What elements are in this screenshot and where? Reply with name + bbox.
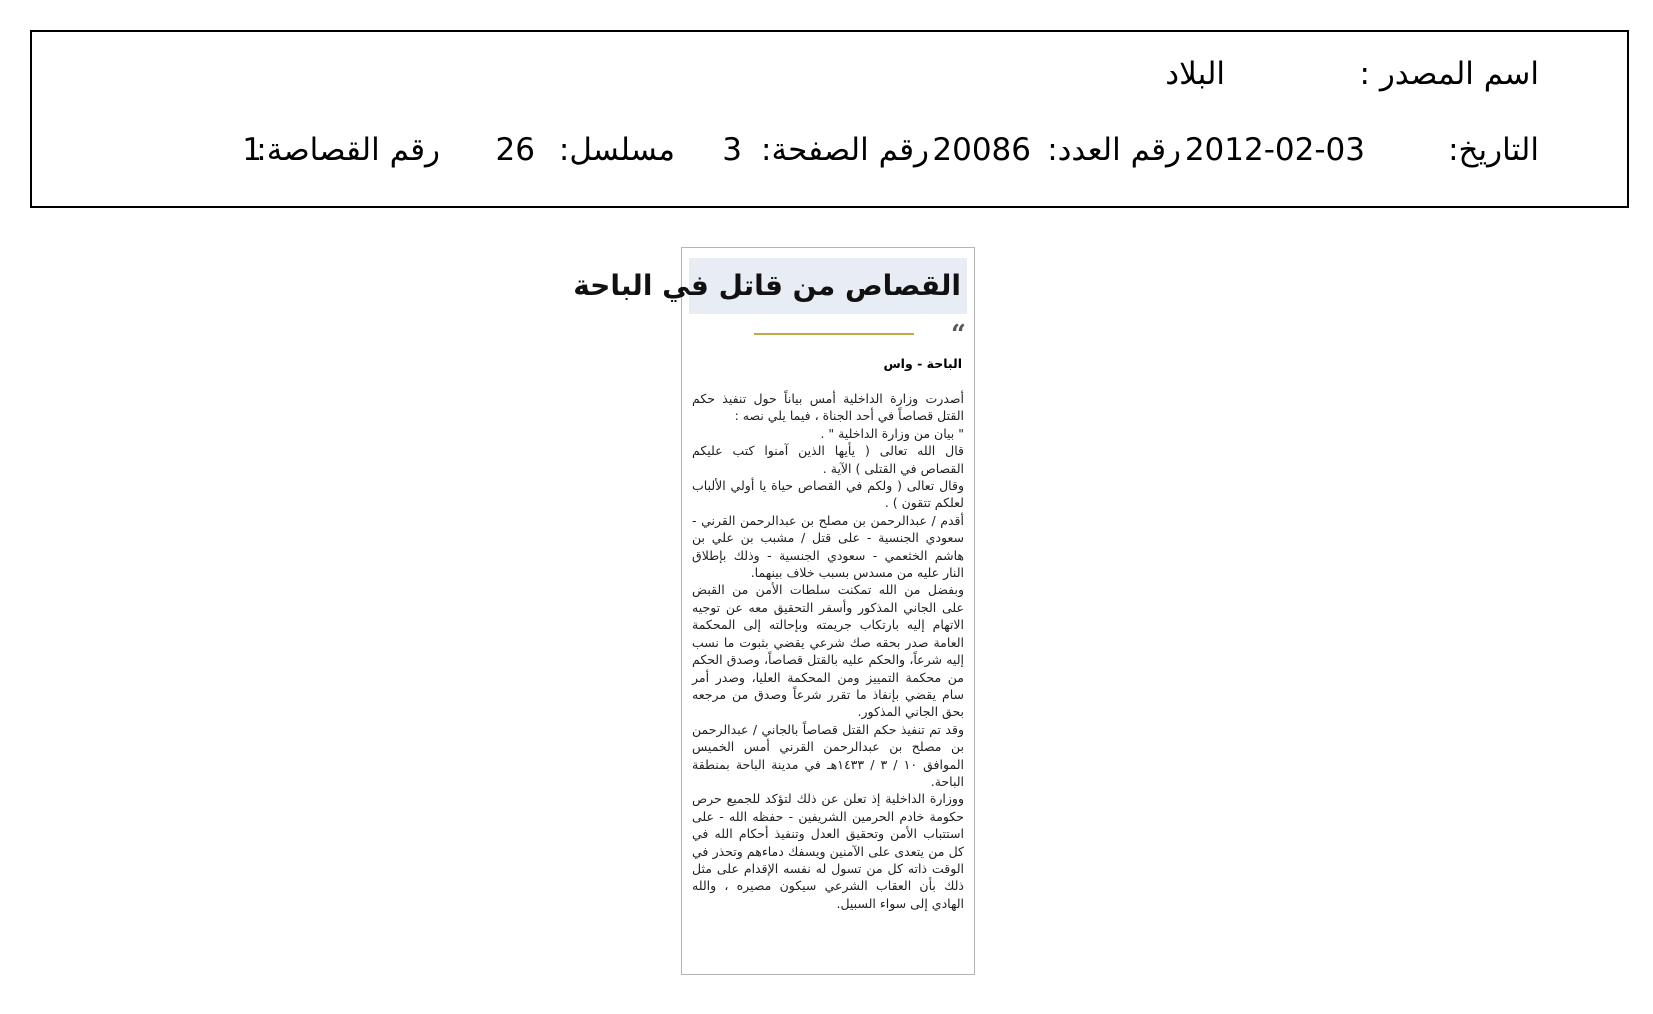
article-headline: القصاص من قاتل في الباحة [573,269,961,302]
article-paragraph: وقد تم تنفيذ حكم القتل قصاصاً بالجاني / عبدالرحمن بن مصلح بن عبدالرحمن القرني أمس الخميس الموافق ١٠ / ٣ / ١٤٣٣هـ في مدينة الباحة بمنطقة الباحة. [692,721,964,789]
quote-mark-icon: “ [951,320,966,350]
serial-value: 26 [495,132,535,168]
article-paragraph: وبفضل من الله تمكنت سلطات الأمن من القبض على الجاني المذكور وأسفر التحقيق معه عن توجيه الاتهام إليه بارتكاب جريمته وبإحالته إلى المحكمة العامة صدر بحقه صك شرعي يقضي بثبوت ما نسب إليه شرعاً، والحكم عليه بالقتل قصاصاً، وصدق الحكم من محكمة التمييز ومن المحكمة العليا، وصدر أمر سام يقضي بإنفاذ ما تقرر شرعاً وصدق من مرجعه بحق الجاني المذكور. [692,582,964,720]
article-dateline: الباحة - واس [883,356,962,371]
page-value: 3 [722,132,742,168]
source-info-box [30,30,1629,208]
article-paragraph: وقال تعالى ( ولكم في القصاص حياة يا أولي الألباب لعلكم تتقون ) . [692,478,964,511]
date-value: 2012-02-03 [1184,132,1365,168]
article-paragraph: أقدم / عبدالرحمن بن مصلح بن عبدالرحمن القرني - سعودي الجنسية - على قتل / مشبب بن علي بن هاشم الخثعمي - سعودي الجنسية - وذلك بإطلاق النار عليه من مسدس بسبب خلاف بينهما. [692,512,964,581]
clipping-number-label: رقم القصاصة: [256,132,440,168]
headline-banner [573,258,967,314]
clipping-number-value: 1 [242,132,262,168]
article-paragraph: أصدرت وزارة الداخلية أمس بياناً حول تنفيذ حكم القتل قصاصاً في أحد الجناة ، فيما يلي نصه : [692,391,964,424]
newspaper-clipping [573,247,975,975]
page-label: رقم الصفحة: [761,132,929,168]
article-paragraph: قال الله تعالى ( يأيها الذين آمنوا كتب عليكم القصاص في القتلى ) الآية . [692,443,964,476]
serial-label: مسلسل: [558,132,675,168]
article-paragraph: " بيان من وزارة الداخلية " . [820,425,964,441]
date-label: التاريخ: [1448,132,1539,168]
source-label: اسم المصدر : [1359,56,1539,92]
source-value: البلاد [1165,56,1225,92]
article-paragraph: ووزارة الداخلية إذ تعلن عن ذلك لتؤكد للجميع حرص حكومة خادم الحرمين الشريفين - حفظه الله - على استتباب الأمن وتحقيق العدل وتنفيذ أحكام الله في كل من يتعدى على الآمنين ويسفك دماءهم وتحذر في الوقت ذاته كل من تسول له نفسه الإقدام على مثل ذلك بأن العقاب الشرعي سيكون مصيره ، والله الهادي إلى سواء السبيل. [692,791,964,911]
issue-label: رقم العدد: [1047,132,1181,168]
divider-line [754,333,914,335]
article-body [692,390,964,912]
issue-value: 20086 [932,132,1031,168]
